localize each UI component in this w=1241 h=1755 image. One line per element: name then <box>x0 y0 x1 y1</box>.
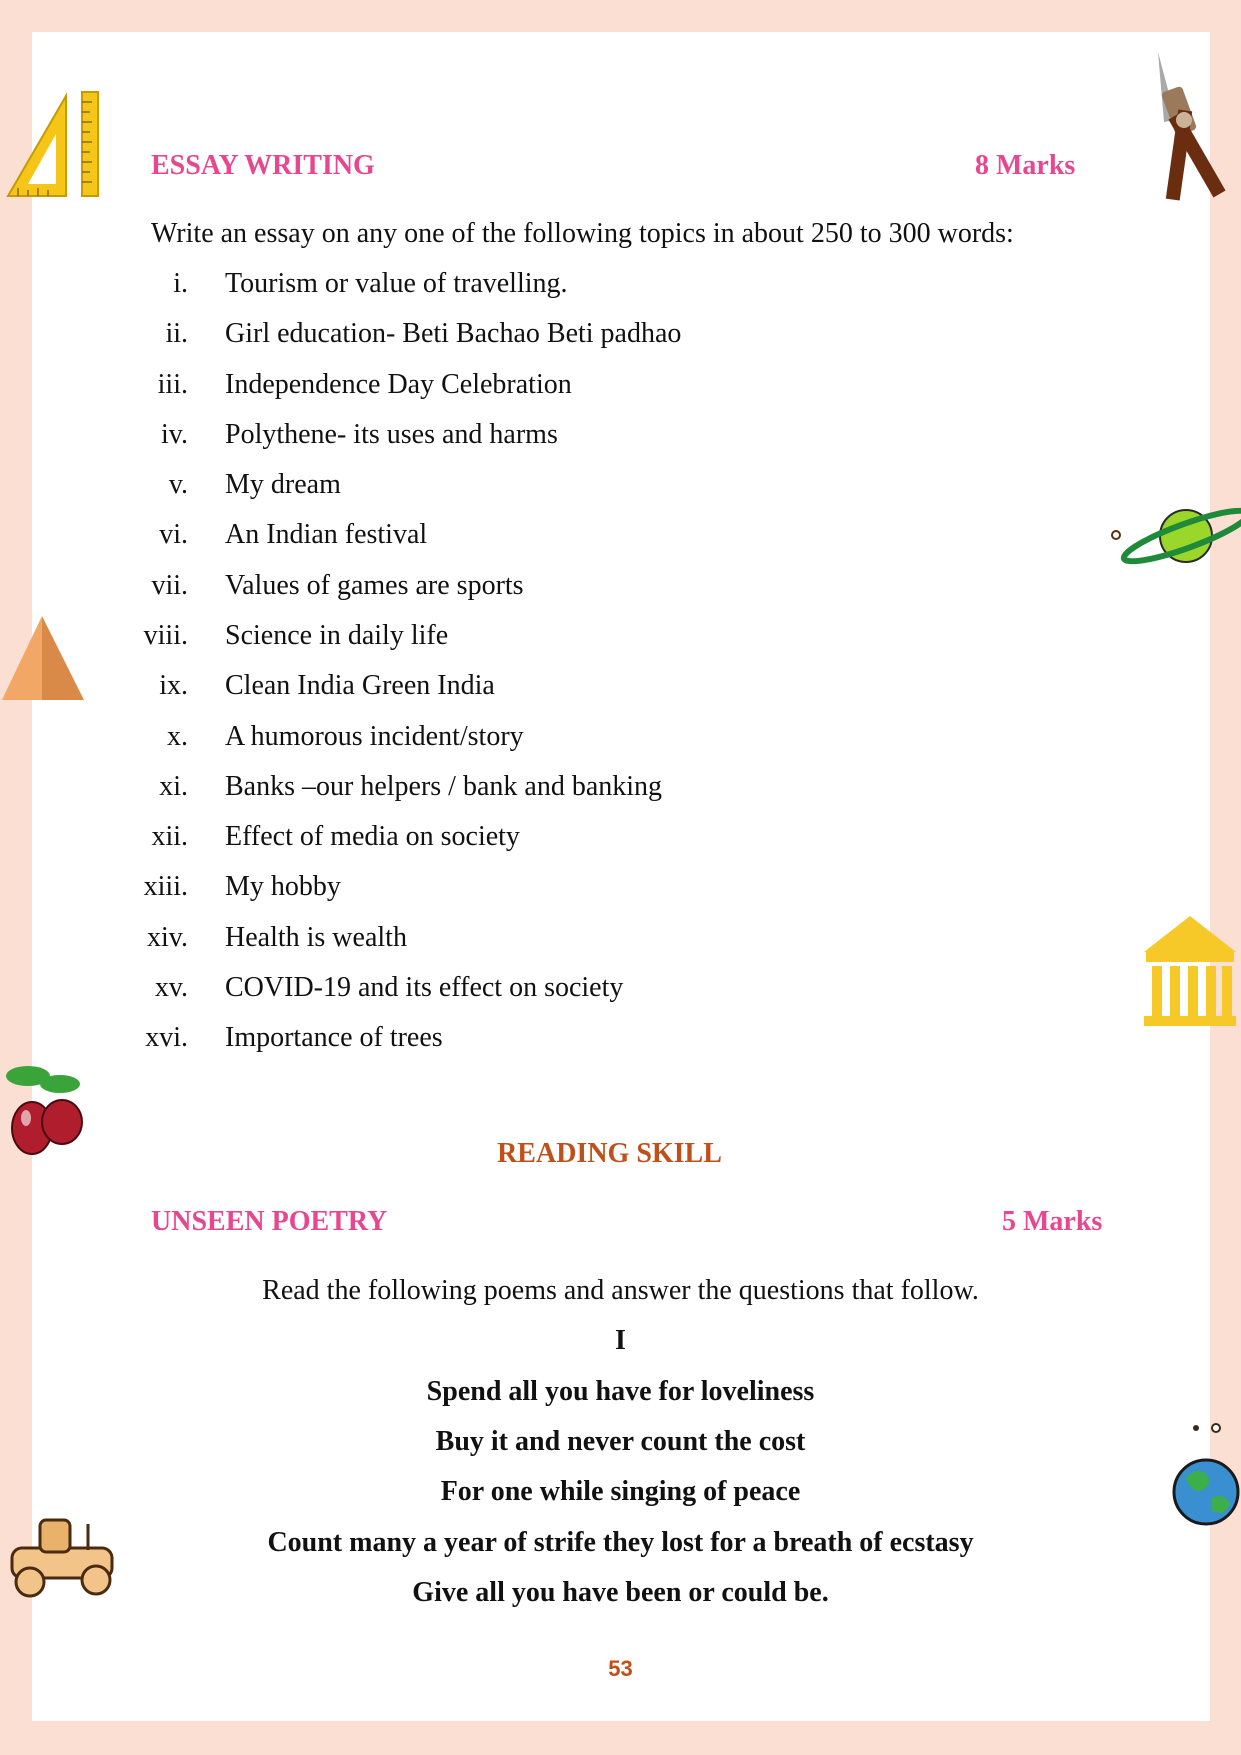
list-text: My dream <box>225 469 341 500</box>
list-number: ii. <box>165 318 188 349</box>
list-number: vii. <box>151 570 188 601</box>
poem-line: For one while singing of peace <box>440 1476 801 1507</box>
list-item <box>0 268 800 308</box>
list-text: Independence Day Celebration <box>225 369 572 400</box>
list-number: xv. <box>154 972 188 1003</box>
list-number: x. <box>167 721 188 752</box>
poem-line: Spend all you have for loveliness <box>426 1376 815 1407</box>
poetry-instruction: Read the following poems and answer the questions that follow. <box>262 1275 979 1306</box>
list-number: v. <box>168 469 188 500</box>
list-number: xiii. <box>143 871 188 902</box>
list-item <box>0 771 800 811</box>
list-number: viii. <box>143 620 188 651</box>
list-number: xii. <box>151 821 188 852</box>
list-item <box>0 369 800 409</box>
essay-intro: Write an essay on any one of the following topics in about 250 to 300 words: <box>151 218 1014 249</box>
list-item <box>0 519 800 559</box>
list-item <box>0 419 800 459</box>
essay-marks: 8 Marks <box>975 150 1076 181</box>
list-number: xi. <box>159 771 188 802</box>
list-text: Banks –our helpers / bank and banking <box>225 771 663 802</box>
poem-line: Count many a year of strife they lost for a breath of ecstasy <box>267 1527 974 1558</box>
list-number: i. <box>173 268 188 299</box>
poem-number: I <box>615 1325 626 1356</box>
page-number: 53 <box>608 1656 633 1681</box>
list-text: Science in daily life <box>225 620 449 651</box>
list-text: An Indian festival <box>225 519 428 550</box>
list-text: Values of games are sports <box>225 570 524 601</box>
greek-temple-icon <box>1140 912 1241 1030</box>
list-item <box>0 570 800 610</box>
list-text: COVID-19 and its effect on society <box>225 972 624 1003</box>
list-item <box>0 922 800 962</box>
list-text: Clean India Green India <box>225 670 495 701</box>
list-text: A humorous incident/story <box>225 721 524 752</box>
list-number: iii. <box>157 369 188 400</box>
poem-line: Buy it and never count the cost <box>435 1426 806 1457</box>
list-item <box>0 721 800 761</box>
list-item <box>0 972 800 1012</box>
list-item <box>0 821 800 861</box>
list-text: Effect of media on society <box>225 821 520 852</box>
list-text: Tourism or value of travelling. <box>225 268 568 299</box>
reading-heading: READING SKILL <box>497 1138 722 1169</box>
essay-heading: ESSAY WRITING <box>151 150 375 181</box>
list-item <box>0 469 800 509</box>
list-number: ix. <box>159 670 188 701</box>
saturn-planet-icon <box>1108 500 1241 570</box>
list-item <box>0 620 800 660</box>
list-text: Girl education- Beti Bachao Beti padhao <box>225 318 682 349</box>
list-item <box>0 318 800 358</box>
ruler-set-square-icon <box>4 88 102 200</box>
poetry-marks: 5 Marks <box>1002 1206 1103 1237</box>
poem-line: Give all you have been or could be. <box>412 1577 829 1608</box>
list-number: vi. <box>159 519 188 550</box>
list-item <box>0 871 800 911</box>
list-number: xiv. <box>147 922 188 953</box>
list-item <box>0 1022 800 1062</box>
compass-icon <box>1150 50 1240 205</box>
list-number: iv. <box>161 419 188 450</box>
list-text: My hobby <box>225 871 341 902</box>
list-text: Importance of trees <box>225 1022 443 1053</box>
list-number: xvi. <box>145 1022 188 1053</box>
list-item <box>0 670 800 710</box>
list-text: Health is wealth <box>225 922 407 953</box>
list-text: Polythene- its uses and harms <box>225 419 558 450</box>
unseen-poetry-heading: UNSEEN POETRY <box>151 1206 388 1237</box>
